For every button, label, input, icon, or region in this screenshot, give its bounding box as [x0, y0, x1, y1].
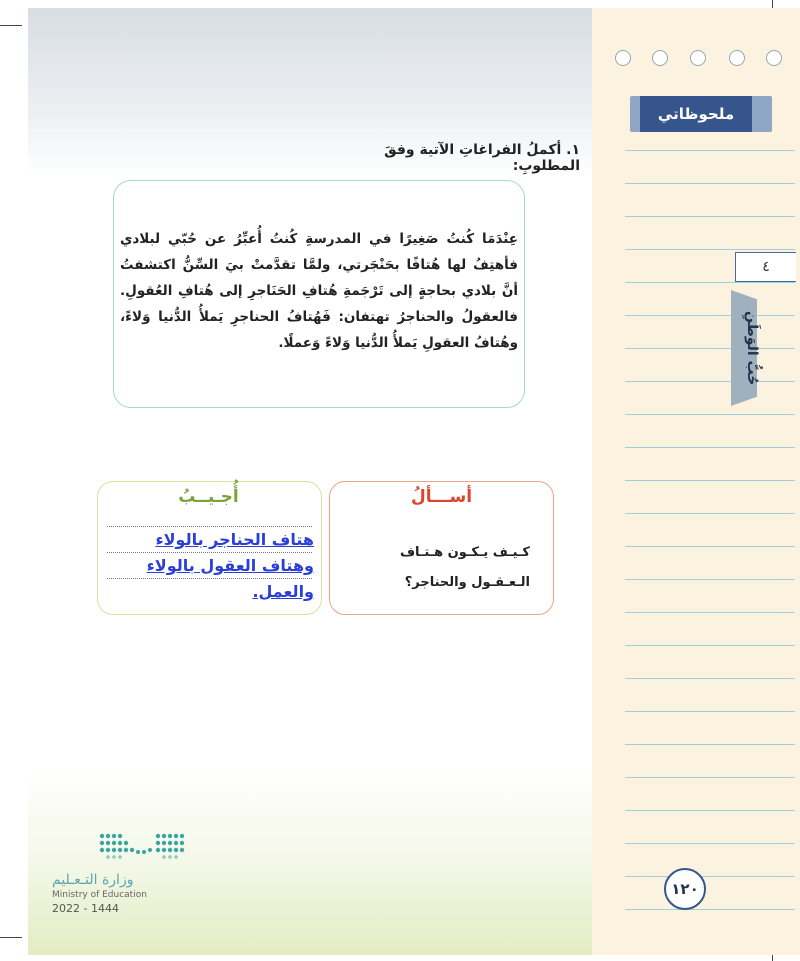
unit-title: حُبُّ الوَطَنِ [744, 310, 760, 386]
note-line [625, 909, 795, 910]
binder-ring-icon [652, 50, 668, 66]
notes-title: ملحوظاتي [640, 96, 752, 132]
note-line [625, 678, 795, 679]
note-line [625, 414, 795, 415]
note-line [625, 744, 795, 745]
unit-number: ٤ [735, 252, 796, 282]
binder-ring-icon [766, 50, 782, 66]
note-line [625, 546, 795, 547]
note-line [625, 843, 795, 844]
note-line [625, 777, 795, 778]
note-line [625, 183, 795, 184]
binder-ring-icon [615, 50, 631, 66]
exercise-instruction: ١. أكملُ الفراغاتِ الآتية وفقَ المطلوبِ: [384, 142, 580, 174]
note-line [625, 711, 795, 712]
ministry-name-english: Ministry of Education [52, 890, 147, 900]
note-line [625, 447, 795, 448]
note-line [625, 216, 795, 217]
binder-ring-icon [729, 50, 745, 66]
note-line [625, 150, 795, 151]
binder-ring-icon [690, 50, 706, 66]
note-line [625, 315, 795, 316]
note-line [625, 513, 795, 514]
note-line [625, 612, 795, 613]
crop-mark [0, 25, 22, 26]
answer-text: هتاف الحناجر بالولاء وهتاف العقول بالولاء والعمل. [146, 530, 314, 601]
note-line [625, 645, 795, 646]
note-line [625, 810, 795, 811]
note-line [625, 348, 795, 349]
page-number: ١٢٠ [664, 868, 706, 910]
note-line [625, 480, 795, 481]
crop-mark [0, 937, 22, 938]
ministry-logo-icon [98, 830, 190, 862]
ministry-name-arabic: وزارة التـعـليم [52, 872, 134, 888]
note-line [625, 249, 795, 250]
answer-title: أُجـيــبُ [178, 487, 239, 507]
note-line [625, 579, 795, 580]
note-line [625, 876, 795, 877]
note-line [625, 381, 795, 382]
ask-question: كـيـف يـكـون هـتـاف الـعـقـول والحناجر؟ [399, 545, 530, 590]
ask-title: أســـألُ [410, 487, 473, 507]
note-line [625, 282, 795, 283]
edition-year: 2022 - 1444 [52, 902, 119, 915]
passage-text: عِنْدَمَا كُنتُ صَغِيرًا في المدرسةِ كُنتُ أُعبِّرُ عن حُبّي لبلادي فأهتِفُ لها هُتافًا بحَنْجَرتي، ولمَّا تقدَّمتْ بيَ السِّنُّ اكتشفتُ أنَّ بلادي بحاجةٍ إلى تَرْجَمةِ هُتافِ الحَنَاجرِ إلى هُتافِ العُقولِ. فالعقولُ والحناجرُ تهتفان: فَهُتافُ الحناجرِ يَملأُ الدُّنيا وَلاءً، وهُتافُ العقولِ يَملأُ الدُّنيا وَلاءً وَعملًا. [120, 231, 518, 351]
